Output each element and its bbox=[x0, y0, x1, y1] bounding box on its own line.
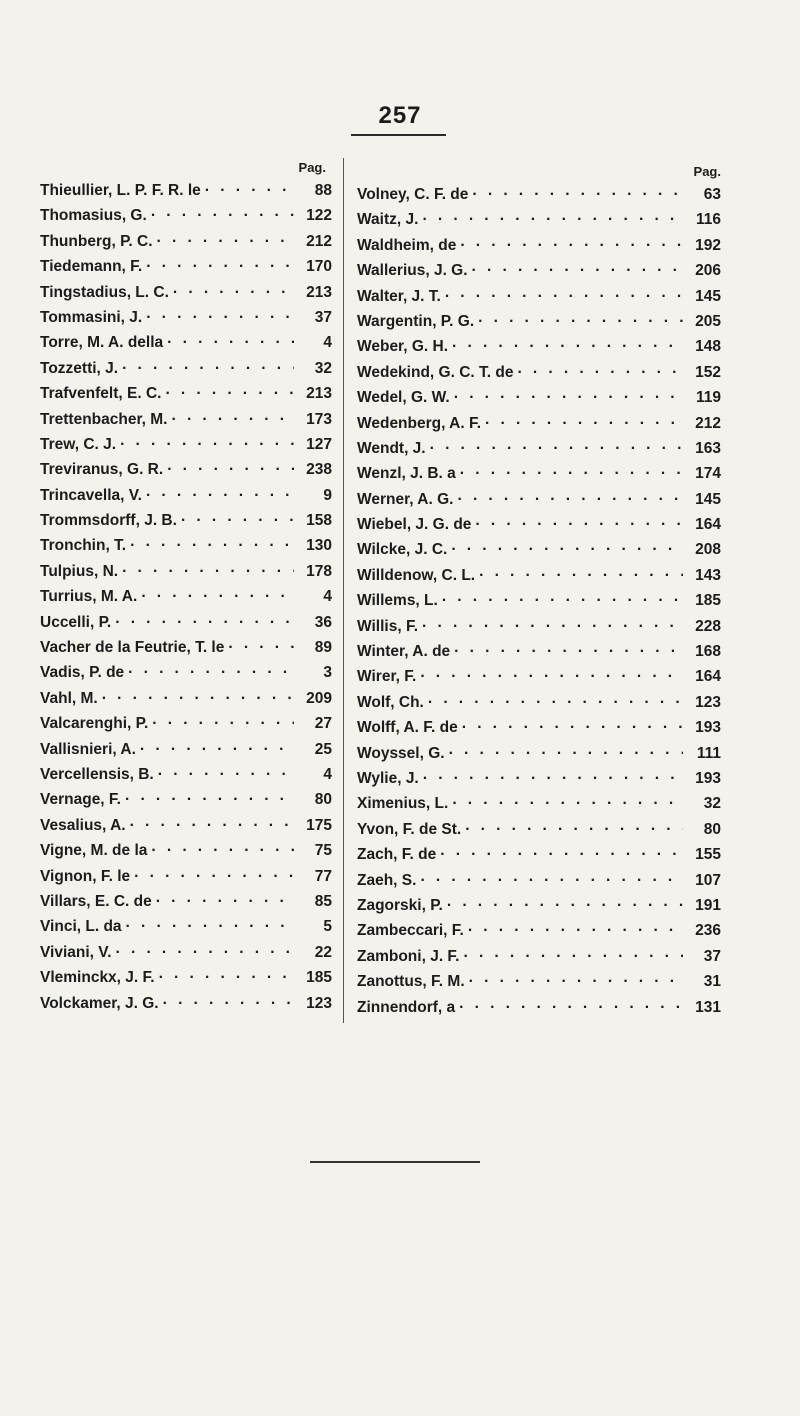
entry-name: Wiebel, J. G. de bbox=[357, 516, 472, 534]
dot-leader bbox=[151, 838, 294, 863]
entry-page-number: 22 bbox=[314, 943, 332, 961]
dot-leader bbox=[457, 487, 683, 512]
dot-leader bbox=[460, 233, 683, 258]
entry-name: Zach, F. de bbox=[357, 846, 437, 864]
entry-name: Vernage, F. bbox=[40, 791, 121, 809]
dot-leader bbox=[459, 995, 683, 1020]
right-entry-list bbox=[357, 182, 721, 1020]
dot-leader bbox=[440, 842, 683, 867]
index-entry bbox=[40, 178, 332, 203]
entry-page-number: 9 bbox=[323, 486, 332, 504]
dot-leader bbox=[228, 635, 294, 660]
dot-leader bbox=[116, 940, 294, 965]
entry-name: Trafvenfelt, E. C. bbox=[40, 385, 162, 403]
entry-page-number: 209 bbox=[306, 689, 332, 707]
dot-leader bbox=[462, 715, 683, 740]
dot-leader bbox=[465, 817, 683, 842]
dot-leader bbox=[422, 207, 683, 232]
entry-page-number: 122 bbox=[306, 207, 332, 225]
entry-page-number: 238 bbox=[306, 461, 332, 479]
dot-leader bbox=[156, 889, 294, 914]
index-entry bbox=[357, 817, 721, 842]
entry-name: Vadis, P. de bbox=[40, 664, 125, 682]
entry-page-number: 145 bbox=[695, 490, 721, 508]
right-index-column bbox=[357, 158, 721, 1020]
right-pag-header: Pag. bbox=[693, 164, 721, 179]
entry-name: Vignon, F. le bbox=[40, 867, 131, 885]
entry-page-number: 63 bbox=[703, 186, 721, 203]
index-entry bbox=[357, 614, 721, 639]
dot-leader bbox=[152, 711, 294, 736]
dot-leader bbox=[181, 508, 294, 533]
index-entry bbox=[40, 407, 332, 432]
dot-leader bbox=[452, 334, 683, 359]
dot-leader bbox=[165, 381, 294, 406]
dot-leader bbox=[469, 969, 683, 994]
entry-page-number: 4 bbox=[323, 765, 332, 783]
dot-leader bbox=[146, 483, 294, 508]
entry-page-number: 119 bbox=[695, 389, 721, 407]
entry-name: Vleminckx, J. F. bbox=[40, 969, 155, 987]
dot-leader bbox=[128, 660, 294, 685]
index-entry bbox=[40, 813, 332, 838]
entry-page-number: 145 bbox=[695, 287, 721, 305]
dot-leader bbox=[468, 918, 683, 943]
index-entry bbox=[357, 284, 721, 309]
dot-leader bbox=[126, 914, 294, 939]
dot-leader bbox=[485, 411, 683, 436]
entry-page-number: 152 bbox=[695, 363, 721, 381]
entry-name: Trommsdorff, J. B. bbox=[40, 512, 177, 530]
dot-leader bbox=[447, 893, 683, 918]
column-divider bbox=[343, 158, 344, 1023]
dot-leader bbox=[122, 356, 294, 381]
dot-leader bbox=[423, 766, 683, 791]
dot-leader bbox=[420, 868, 683, 893]
entry-name: Willis, F. bbox=[357, 617, 419, 635]
index-entry bbox=[40, 889, 332, 914]
entry-name: Vigne, M. de la bbox=[40, 842, 148, 860]
entry-name: Willems, L. bbox=[357, 592, 438, 610]
left-pag-header: Pag. bbox=[298, 160, 326, 175]
index-entry bbox=[40, 280, 332, 305]
index-entry bbox=[40, 737, 332, 762]
dot-leader bbox=[472, 258, 683, 283]
dot-leader bbox=[479, 563, 683, 588]
dot-leader bbox=[422, 614, 683, 639]
dot-leader bbox=[517, 360, 683, 385]
entry-name: Wedel, G. W. bbox=[357, 389, 450, 407]
entry-name: Wendt, J. bbox=[357, 439, 426, 457]
index-entry bbox=[357, 969, 721, 994]
entry-page-number: 37 bbox=[703, 947, 721, 965]
entry-name: Zaeh, S. bbox=[357, 871, 417, 889]
page-number: 257 bbox=[378, 102, 422, 129]
entry-page-number: 127 bbox=[306, 435, 332, 453]
dot-leader bbox=[115, 610, 294, 635]
index-entry bbox=[40, 457, 332, 482]
index-entry bbox=[40, 838, 332, 863]
index-entry bbox=[357, 233, 721, 258]
entry-name: Vacher de la Feutrie, T. le bbox=[40, 639, 225, 657]
index-entry bbox=[357, 842, 721, 867]
entry-page-number: 163 bbox=[695, 439, 721, 457]
entry-page-number: 170 bbox=[306, 258, 332, 276]
entry-page-number: 85 bbox=[314, 892, 332, 910]
index-entry bbox=[357, 334, 721, 359]
index-entry bbox=[357, 537, 721, 562]
dot-leader bbox=[452, 791, 683, 816]
entry-name: Trincavella, V. bbox=[40, 486, 142, 504]
dot-leader bbox=[130, 533, 294, 558]
entry-page-number: 116 bbox=[695, 211, 721, 229]
entry-name: Zambeccari, F. bbox=[357, 922, 464, 940]
entry-name: Valcarenghi, P. bbox=[40, 715, 149, 733]
dot-leader bbox=[134, 864, 294, 889]
entry-name: Uccelli, P. bbox=[40, 613, 112, 631]
entry-name: Tiedemann, F. bbox=[40, 258, 143, 276]
dot-leader bbox=[454, 639, 683, 664]
index-entry bbox=[40, 584, 332, 609]
index-entry bbox=[357, 664, 721, 689]
entry-page-number: 205 bbox=[695, 312, 721, 330]
entry-page-number: 192 bbox=[695, 236, 721, 254]
dot-leader bbox=[157, 229, 294, 254]
index-entry bbox=[357, 995, 721, 1020]
entry-name: Vercellensis, B. bbox=[40, 765, 154, 783]
entry-page-number: 212 bbox=[306, 232, 332, 250]
left-index-column bbox=[40, 158, 332, 1016]
left-entry-list bbox=[40, 178, 332, 1016]
entry-page-number: 4 bbox=[323, 334, 332, 352]
index-entry bbox=[357, 563, 721, 588]
dot-leader bbox=[205, 178, 294, 203]
index-entry bbox=[40, 635, 332, 660]
index-entry bbox=[357, 411, 721, 436]
index-entry bbox=[357, 588, 721, 613]
index-entry bbox=[357, 715, 721, 740]
entry-page-number: 164 bbox=[695, 668, 721, 686]
entry-name: Zagorski, P. bbox=[357, 896, 443, 914]
entry-name: Winter, A. de bbox=[357, 643, 451, 661]
index-entry bbox=[357, 512, 721, 537]
index-entry bbox=[357, 766, 721, 791]
entry-page-number: 37 bbox=[314, 308, 332, 326]
entry-name: Wedenberg, A. F. bbox=[357, 414, 482, 432]
entry-name: Torre, M. A. della bbox=[40, 334, 164, 352]
dot-leader bbox=[167, 457, 294, 482]
index-entry bbox=[40, 254, 332, 279]
entry-name: Villars, E. C. de bbox=[40, 892, 152, 910]
bottom-rule bbox=[310, 1161, 480, 1163]
entry-name: Volckamer, J. G. bbox=[40, 994, 159, 1012]
index-entry bbox=[40, 203, 332, 228]
entry-page-number: 27 bbox=[314, 715, 332, 733]
entry-page-number: 32 bbox=[703, 795, 721, 813]
index-entry bbox=[357, 690, 721, 715]
entry-name: Viviani, V. bbox=[40, 943, 112, 961]
entry-name: Thieullier, L. P. F. R. le bbox=[40, 182, 201, 199]
dot-leader bbox=[146, 305, 294, 330]
entry-page-number: 158 bbox=[306, 512, 332, 530]
entry-page-number: 193 bbox=[695, 769, 721, 787]
index-entry bbox=[40, 330, 332, 355]
entry-page-number: 236 bbox=[695, 922, 721, 940]
entry-page-number: 208 bbox=[695, 541, 721, 559]
dot-leader bbox=[430, 436, 683, 461]
entry-name: Tronchin, T. bbox=[40, 537, 127, 555]
entry-name: Wirer, F. bbox=[357, 668, 417, 686]
entry-page-number: 185 bbox=[306, 969, 332, 987]
index-entry bbox=[357, 258, 721, 283]
dot-leader bbox=[171, 407, 294, 432]
dot-leader bbox=[159, 965, 294, 990]
entry-page-number: 206 bbox=[695, 262, 721, 280]
index-entry bbox=[40, 356, 332, 381]
entry-name: Wilcke, J. C. bbox=[357, 541, 448, 559]
index-entry bbox=[40, 686, 332, 711]
entry-page-number: 3 bbox=[323, 664, 332, 682]
dot-leader bbox=[158, 762, 294, 787]
entry-name: Vinci, L. da bbox=[40, 918, 122, 936]
dot-leader bbox=[173, 280, 294, 305]
entry-name: Waldheim, de bbox=[357, 236, 457, 254]
index-entry bbox=[40, 991, 332, 1016]
entry-page-number: 4 bbox=[323, 588, 332, 606]
entry-name: Zamboni, J. F. bbox=[357, 947, 460, 965]
dot-leader bbox=[445, 284, 683, 309]
page-number-rule bbox=[351, 134, 446, 136]
entry-page-number: 80 bbox=[703, 820, 721, 838]
index-entry bbox=[40, 965, 332, 990]
entry-page-number: 191 bbox=[695, 896, 721, 914]
index-entry bbox=[357, 893, 721, 918]
entry-name: Yvon, F. de St. bbox=[357, 820, 462, 838]
entry-page-number: 36 bbox=[314, 613, 332, 631]
dot-leader bbox=[449, 741, 683, 766]
entry-page-number: 175 bbox=[306, 816, 332, 834]
dot-leader bbox=[163, 991, 294, 1016]
entry-page-number: 213 bbox=[306, 385, 332, 403]
entry-name: Tozzetti, J. bbox=[40, 359, 119, 377]
entry-name: Tulpius, N. bbox=[40, 562, 119, 580]
index-entry bbox=[357, 207, 721, 232]
entry-page-number: 173 bbox=[306, 410, 332, 428]
dot-leader bbox=[460, 461, 683, 486]
entry-name: Vahl, M. bbox=[40, 689, 98, 707]
entry-name: Trew, C. J. bbox=[40, 435, 117, 453]
entry-page-number: 107 bbox=[695, 871, 721, 889]
index-entry bbox=[357, 487, 721, 512]
index-entry bbox=[357, 461, 721, 486]
index-entry bbox=[40, 483, 332, 508]
index-entry bbox=[40, 914, 332, 939]
dot-leader bbox=[442, 588, 683, 613]
entry-page-number: 77 bbox=[314, 867, 332, 885]
dot-leader bbox=[428, 690, 683, 715]
index-entry bbox=[357, 741, 721, 766]
index-entry bbox=[357, 182, 721, 207]
entry-page-number: 212 bbox=[695, 414, 721, 432]
entry-name: Walter, J. T. bbox=[357, 287, 441, 305]
entry-name: Ximenius, L. bbox=[357, 795, 449, 813]
entry-name: Wedekind, G. C. T. de bbox=[357, 363, 514, 381]
index-entry bbox=[40, 787, 332, 812]
dot-leader bbox=[146, 254, 294, 279]
dot-leader bbox=[122, 559, 294, 584]
entry-page-number: 228 bbox=[695, 617, 721, 635]
entry-name: Willdenow, C. L. bbox=[357, 566, 476, 584]
dot-leader bbox=[141, 584, 294, 609]
entry-name: Tommasini, J. bbox=[40, 308, 143, 326]
entry-name: Treviranus, G. R. bbox=[40, 461, 164, 479]
entry-name: Wallerius, J. G. bbox=[357, 262, 468, 280]
dot-leader bbox=[102, 686, 294, 711]
index-entry bbox=[40, 559, 332, 584]
dot-leader bbox=[451, 537, 683, 562]
index-entry bbox=[357, 868, 721, 893]
index-entry bbox=[40, 381, 332, 406]
index-entry bbox=[357, 791, 721, 816]
dot-leader bbox=[125, 787, 294, 812]
entry-name: Volney, C. F. de bbox=[357, 186, 469, 203]
index-entry bbox=[357, 309, 721, 334]
entry-page-number: 148 bbox=[695, 338, 721, 356]
entry-page-number: 164 bbox=[695, 516, 721, 534]
index-entry bbox=[40, 432, 332, 457]
entry-name: Wenzl, J. B. a bbox=[357, 465, 456, 483]
entry-page-number: 88 bbox=[314, 182, 332, 199]
entry-page-number: 143 bbox=[695, 566, 721, 584]
dot-leader bbox=[463, 944, 683, 969]
index-entry bbox=[40, 864, 332, 889]
entry-name: Wargentin, P. G. bbox=[357, 312, 475, 330]
entry-page-number: 213 bbox=[306, 283, 332, 301]
entry-name: Vallisnieri, A. bbox=[40, 740, 136, 758]
index-entry bbox=[357, 360, 721, 385]
dot-leader bbox=[472, 182, 683, 207]
entry-page-number: 123 bbox=[306, 994, 332, 1012]
index-entry bbox=[357, 944, 721, 969]
index-entry bbox=[40, 660, 332, 685]
entry-name: Thunberg, P. C. bbox=[40, 232, 153, 250]
entry-page-number: 5 bbox=[323, 918, 332, 936]
entry-page-number: 130 bbox=[306, 537, 332, 555]
dot-leader bbox=[478, 309, 683, 334]
index-entry bbox=[40, 940, 332, 965]
dot-leader bbox=[151, 203, 294, 228]
entry-name: Thomasius, G. bbox=[40, 207, 147, 225]
index-entry bbox=[40, 762, 332, 787]
dot-leader bbox=[167, 330, 294, 355]
entry-name: Wolf, Ch. bbox=[357, 693, 424, 711]
entry-name: Weber, G. H. bbox=[357, 338, 449, 356]
entry-name: Turrius, M. A. bbox=[40, 588, 138, 606]
entry-page-number: 111 bbox=[696, 744, 721, 762]
entry-page-number: 123 bbox=[695, 693, 721, 711]
entry-name: Woyssel, G. bbox=[357, 744, 445, 762]
entry-name: Tingstadius, L. C. bbox=[40, 283, 169, 301]
entry-page-number: 32 bbox=[314, 359, 332, 377]
entry-page-number: 155 bbox=[695, 846, 721, 864]
entry-page-number: 185 bbox=[695, 592, 721, 610]
index-entry bbox=[40, 533, 332, 558]
entry-page-number: 178 bbox=[306, 562, 332, 580]
entry-name: Vesalius, A. bbox=[40, 816, 126, 834]
entry-name: Zanottus, F. M. bbox=[357, 973, 465, 991]
index-entry bbox=[40, 305, 332, 330]
entry-page-number: 75 bbox=[314, 842, 332, 860]
entry-page-number: 193 bbox=[695, 719, 721, 737]
index-entry bbox=[40, 508, 332, 533]
index-entry bbox=[357, 436, 721, 461]
index-entry bbox=[40, 711, 332, 736]
entry-page-number: 31 bbox=[703, 973, 721, 991]
dot-leader bbox=[120, 432, 294, 457]
dot-leader bbox=[454, 385, 683, 410]
index-entry bbox=[357, 385, 721, 410]
entry-name: Werner, A. G. bbox=[357, 490, 454, 508]
dot-leader bbox=[475, 512, 683, 537]
entry-name: Wylie, J. bbox=[357, 769, 419, 787]
entry-name: Trettenbacher, M. bbox=[40, 410, 168, 428]
entry-page-number: 131 bbox=[695, 998, 721, 1016]
entry-page-number: 89 bbox=[314, 639, 332, 657]
entry-page-number: 25 bbox=[314, 740, 332, 758]
entry-name: Zinnendorf, a bbox=[357, 998, 456, 1016]
entry-page-number: 168 bbox=[695, 643, 721, 661]
entry-name: Waitz, J. bbox=[357, 211, 419, 229]
index-entry bbox=[357, 639, 721, 664]
entry-page-number: 80 bbox=[314, 791, 332, 809]
dot-leader bbox=[140, 737, 294, 762]
dot-leader bbox=[130, 813, 294, 838]
entry-page-number: 174 bbox=[695, 465, 721, 483]
index-entry bbox=[40, 229, 332, 254]
dot-leader bbox=[420, 664, 683, 689]
entry-name: Wolff, A. F. de bbox=[357, 719, 458, 737]
index-entry bbox=[40, 610, 332, 635]
index-entry bbox=[357, 918, 721, 943]
